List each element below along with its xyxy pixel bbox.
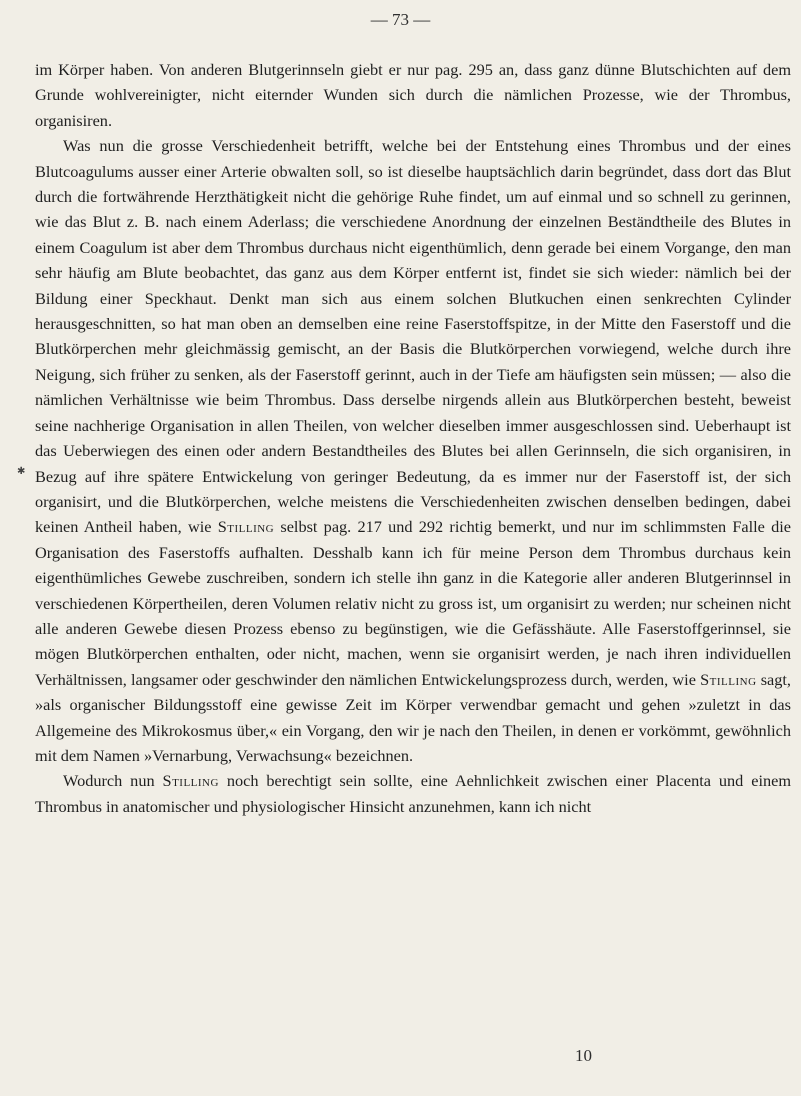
paragraph	[35, 768, 791, 819]
body-text	[35, 57, 791, 819]
paragraph	[35, 57, 791, 133]
margin-mark: ✱	[17, 466, 26, 477]
text-run: noch berechtigt sein sollte, eine Aehnlichkeit zwischen einer Placenta und einem Thrombus in anatomischer und physiologischer Hinsicht anzunehmen, kann ich nicht	[35, 771, 791, 816]
text-run: Wodurch nun	[63, 771, 163, 791]
signature-mark: 10	[575, 1046, 592, 1065]
text-run: selbst pag. 217 und 292 richtig bemerkt, und nur im schlimmsten Falle die Organisation des Faserstoffs aufhalten. Desshalb kann ich für meine Person dem Thrombus durchaus kein eigenthümliches Gewebe zuschreiben, sondern ich stelle ihn ganz in die Kategorie aller anderen Blutgerinnsel in verschiedenen Körpertheilen, deren Volumen relativ nicht zu gross ist, um organisirt zu werden; nur scheinen nicht alle anderen Gewebe diesen Prozess ebenso zu begünstigen, wie die Gefässhäute. Alle Faserstoffgerinnsel, sie mögen Blutkörperchen enthalten, oder nicht, machen, wenn sie organisirt werden, je nach ihren individuellen Verhältnissen, langsamer oder geschwinder den nämlichen Entwickelungsprozess durch, werden, wie	[35, 517, 791, 689]
paragraph	[35, 133, 791, 768]
author-name: Stilling	[700, 669, 757, 689]
text-run: sagt, »als organischer Bildungsstoff eine gewisse Zeit im Körper verwendbar gemacht und gehen »zuletzt in das Allgemeine des Mikrokosmus über,« ein Vorgang, den wir je nach den Theilen, in denen er vorkömmt, gewöhnlich mit dem Namen »Vernarbung, Verwachsung« bezeichnen.	[35, 669, 791, 765]
page-number: — 73 —	[370, 10, 431, 29]
text-run: im Körper haben. Von anderen Blutgerinnseln giebt er nur pag. 295 an, dass ganz dünne Blutschichten auf dem Grunde wohlvereinigter, nicht eiternder Wunden sich durch die nämlichen Prozesse, wie der Thrombus, organisiren.	[35, 60, 791, 130]
author-name: Stilling	[162, 771, 219, 791]
author-name: Stilling	[217, 517, 275, 537]
text-run: Was nun die grosse Verschiedenheit betrifft, welche bei der Entstehung eines Thrombus und der eines Blutcoagulums ausser einer Arterie obwalten soll, so ist dieselbe hauptsächlich darin begründet, dass dort das Blut durch die fortwährende Herzthätigkeit nicht die gehörige Ruhe findet, um auf einmal und so schnell zu gerinnen, wie das Blut z. B. nach einem Aderlass; die verschiedene Anordnung der einzelnen Beständtheile des Blutes in einem Coagulum ist aber dem Thrombus durchaus nicht eigenthümlich, denn gerade bei einem Vorgange, den man sehr häufig am Blute beobachtet, das ganz aus dem Körper entfernt ist, findet sie sich wieder: nämlich bei der Bildung einer Speckhaut. Denkt man sich aus einem solchen Blutkuchen einen senkrechten Cylinder herausgeschnitten, so hat man oben an demselben eine reine Faserstoffspitze, in der Mitte den Faserstoff und die Blutkörperchen mehr gleichmässig gemischt, an der Basis die Blutkörperchen vorwiegend, welche durch ihre Neigung, sich früher zu senken, als der Faserstoff gerinnt, auch in der Tiefe am häufigsten sein müssen; — also die nämlichen Verhältnisse wie beim Thrombus. Dass derselbe nirgends allein aus Blutkörperchen besteht, beweist seine nachherige Organisation in allen Theilen, von welcher dieselben immer ausgeschlossen sind. Ueberhaupt ist das Ueberwiegen des einen oder andern Bestandtheiles des Blutes bei allen Gerinnseln, die sich organisiren, in Bezug auf ihre spätere Entwickelung von geringer Bedeutung, da es immer nur der Faserstoff ist, der sich organisirt, und die Blutkörperchen, welche meistens die Verschiedenheiten zwischen denselben bedingen, dabei keinen Antheil haben, wie	[35, 136, 791, 537]
